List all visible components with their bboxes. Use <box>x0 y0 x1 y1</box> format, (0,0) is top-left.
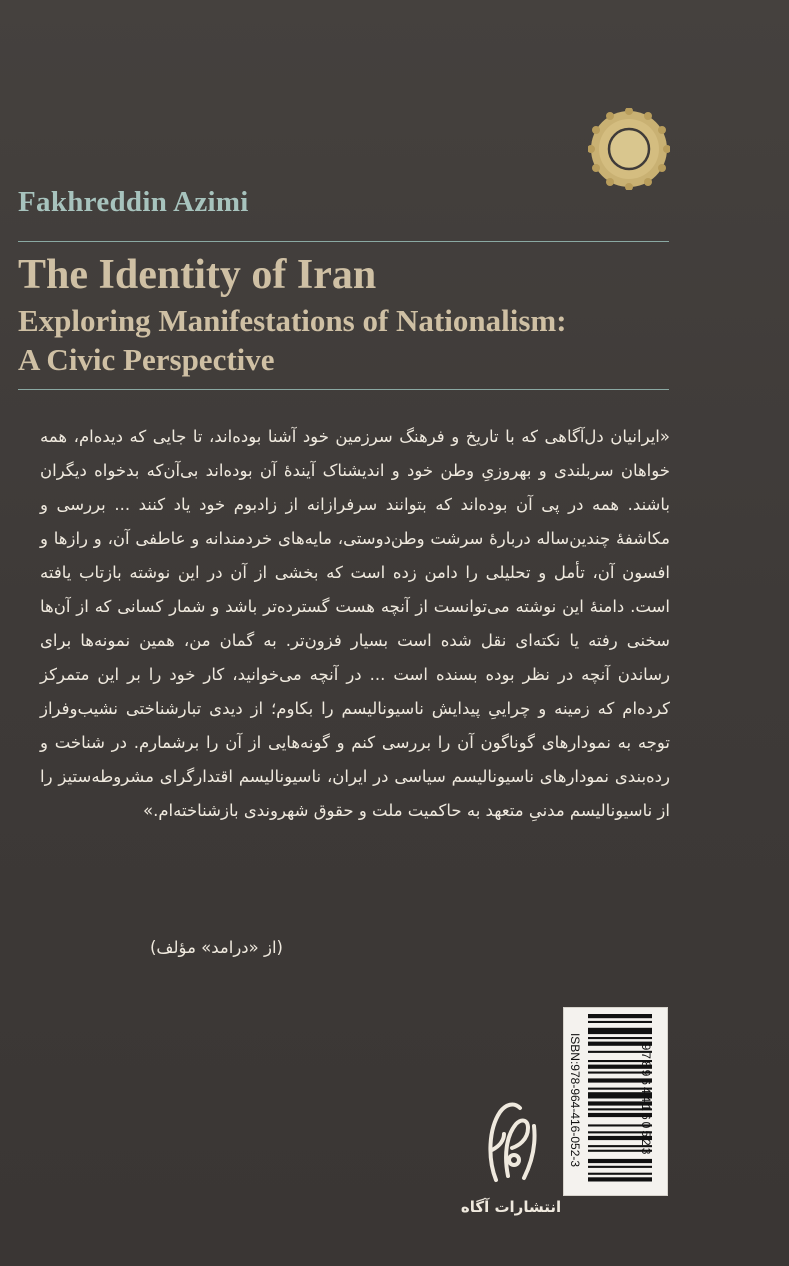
book-title: The Identity of Iran <box>18 252 377 298</box>
quote-text: «ایرانیان دل‌آگاهی که با تاریخ و فرهنگ سرزمین خود آشنا بوده‌اند، تا جایی که دیده‌ام، همه خواهان سربلندی و بهروزیِ وطن خود و اندیشناک آیندهٔ آن بوده‌اند بی‌آن‌که بدخواه دیگران باشند. همه در پی آن بوده‌اند که بتوانند سرفرازانه از زادبوم خود یاد کنند ... بررسی و مکاشفهٔ چندین‌ساله دربارهٔ سرشت وطن‌دوستی، مایه‌های خردمندانه و عاطفی آن، و رازها و افسون آن، تأمل و تحلیلی را دامن زده است که بخشی از آن در این نوشته بازتاب یافته است. دامنهٔ این نوشته می‌توانست از آنچه هست گسترده‌تر باشد و شمار کسانی که از آن‌ها سخنی رفته یا نکته‌ای نقل شده است بسیار فزون‌تر. به گمان من، همین نمونه‌ها برای رساندن آنچه در نظر بوده بسنده است ... در آنچه می‌خوانید، کار خود را بر این متمرکز کرده‌ام که زمینه و چراییِ پیدایش ناسیونالیسم را بکاوم؛ از دیدی تبارشناختی نشیب‌وفراز توجه به نمودارهای گوناگون آن را بررسی کنم و گونه‌هایی از آن را برشمارم. در شناخت و رده‌بندی نمودارهای ناسیونالیسم سیاسی در ایران، ناسیونالیسم اقتدارگرای مشروطه‌ستیز را از ناسیونالیسم مدنیِ متعهد به حاکمیت ملت و حقوق شهروندی بازشناخته‌ام.» <box>40 427 670 820</box>
book-subtitle <box>18 301 567 379</box>
barcode-number: 9789644160523 <box>639 1043 653 1157</box>
isbn-barcode <box>563 1007 668 1196</box>
blurb-quote <box>40 420 670 828</box>
subtitle-line: Exploring Manifestations of Nationalism: <box>18 303 567 338</box>
isbn-text: ISBN:978-964-416-052-3 <box>568 1032 582 1168</box>
sun-rosette-icon <box>588 108 670 190</box>
subtitle-line: A Civic Perspective <box>18 342 275 377</box>
agah-calligraphy-logo <box>474 1090 548 1190</box>
divider-top <box>18 241 669 242</box>
publisher-name: انتشارات آگاه <box>460 1198 562 1216</box>
divider-bottom <box>18 389 669 390</box>
quote-attribution: (از «درامد» مؤلف) <box>150 938 283 957</box>
author-name: Fakhreddin Azimi <box>18 186 249 218</box>
